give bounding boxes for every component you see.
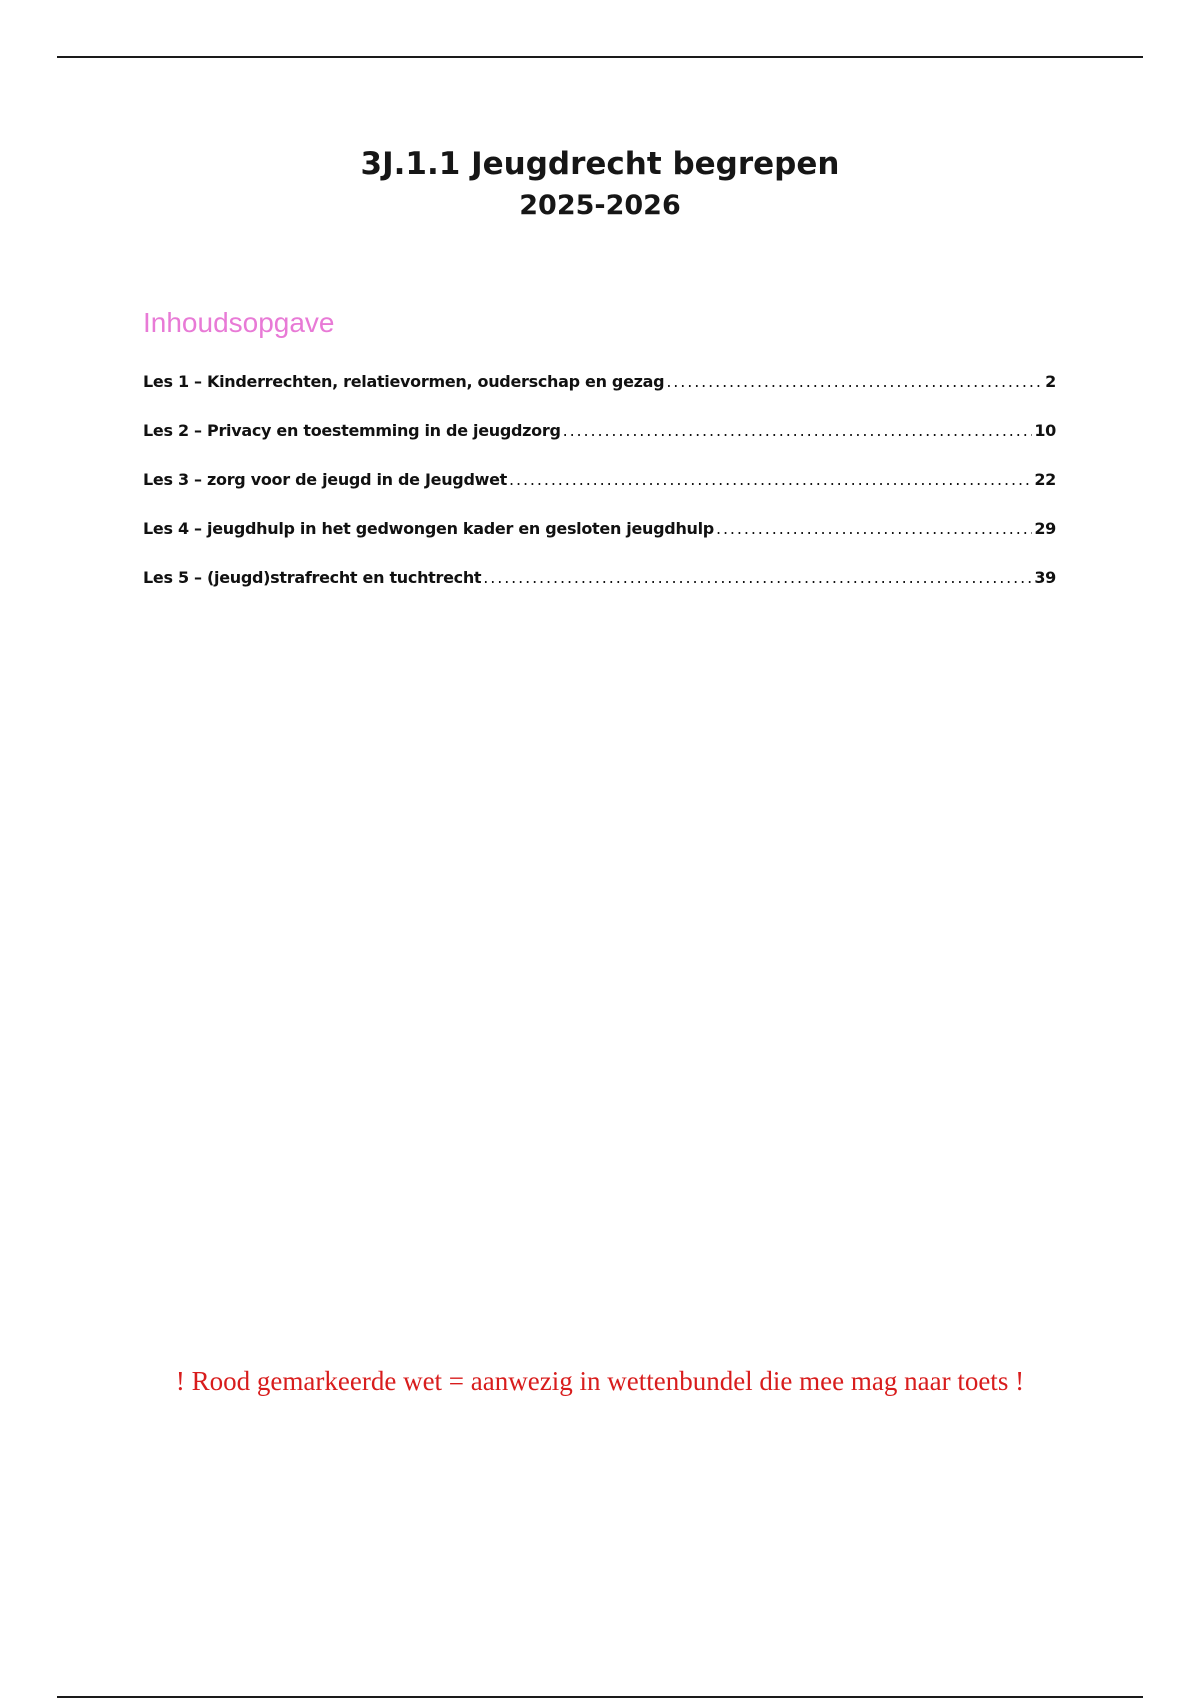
toc-entry-les-4[interactable] [143,519,1056,568]
top-rule [57,56,1143,58]
document-title: 3J.1.1 Jeugdrecht begrepen [360,146,840,182]
toc-entry-page: 39 [1034,568,1056,587]
toc-entry-label: Les 5 – (jeugd)strafrecht en tuchtrecht [143,568,482,587]
toc-entry-page: 2 [1045,372,1056,391]
toc-dot-leader [483,568,1032,588]
toc-dot-leader [563,421,1033,441]
toc-entry-les-1[interactable] [143,372,1056,421]
toc-entry-les-2[interactable] [143,421,1056,470]
toc-heading: Inhoudsopgave [143,307,335,338]
toc-entry-page: 29 [1034,519,1056,538]
toc-entry-label: Les 2 – Privacy en toestemming in de jeugdzorg [143,421,561,440]
toc-dot-leader [716,519,1032,539]
document-year: 2025-2026 [519,190,681,221]
toc-entry-les-3[interactable] [143,470,1056,519]
bottom-rule [57,1696,1143,1698]
toc-dot-leader [666,372,1043,392]
toc-entry-label: Les 1 – Kinderrechten, relatievormen, ouderschap en gezag [143,372,665,391]
table-of-contents [143,372,1056,617]
toc-entry-les-5[interactable] [143,568,1056,617]
exam-notice: ! Rood gemarkeerde wet = aanwezig in wettenbundel die mee mag naar toets ! [175,1366,1025,1396]
toc-entry-label: Les 4 – jeugdhulp in het gedwongen kader en gesloten jeugdhulp [143,519,714,538]
toc-entry-label: Les 3 – zorg voor de jeugd in de Jeugdwet [143,470,507,489]
toc-entry-page: 22 [1034,470,1056,489]
toc-dot-leader [509,470,1032,490]
toc-entry-page: 10 [1034,421,1056,440]
